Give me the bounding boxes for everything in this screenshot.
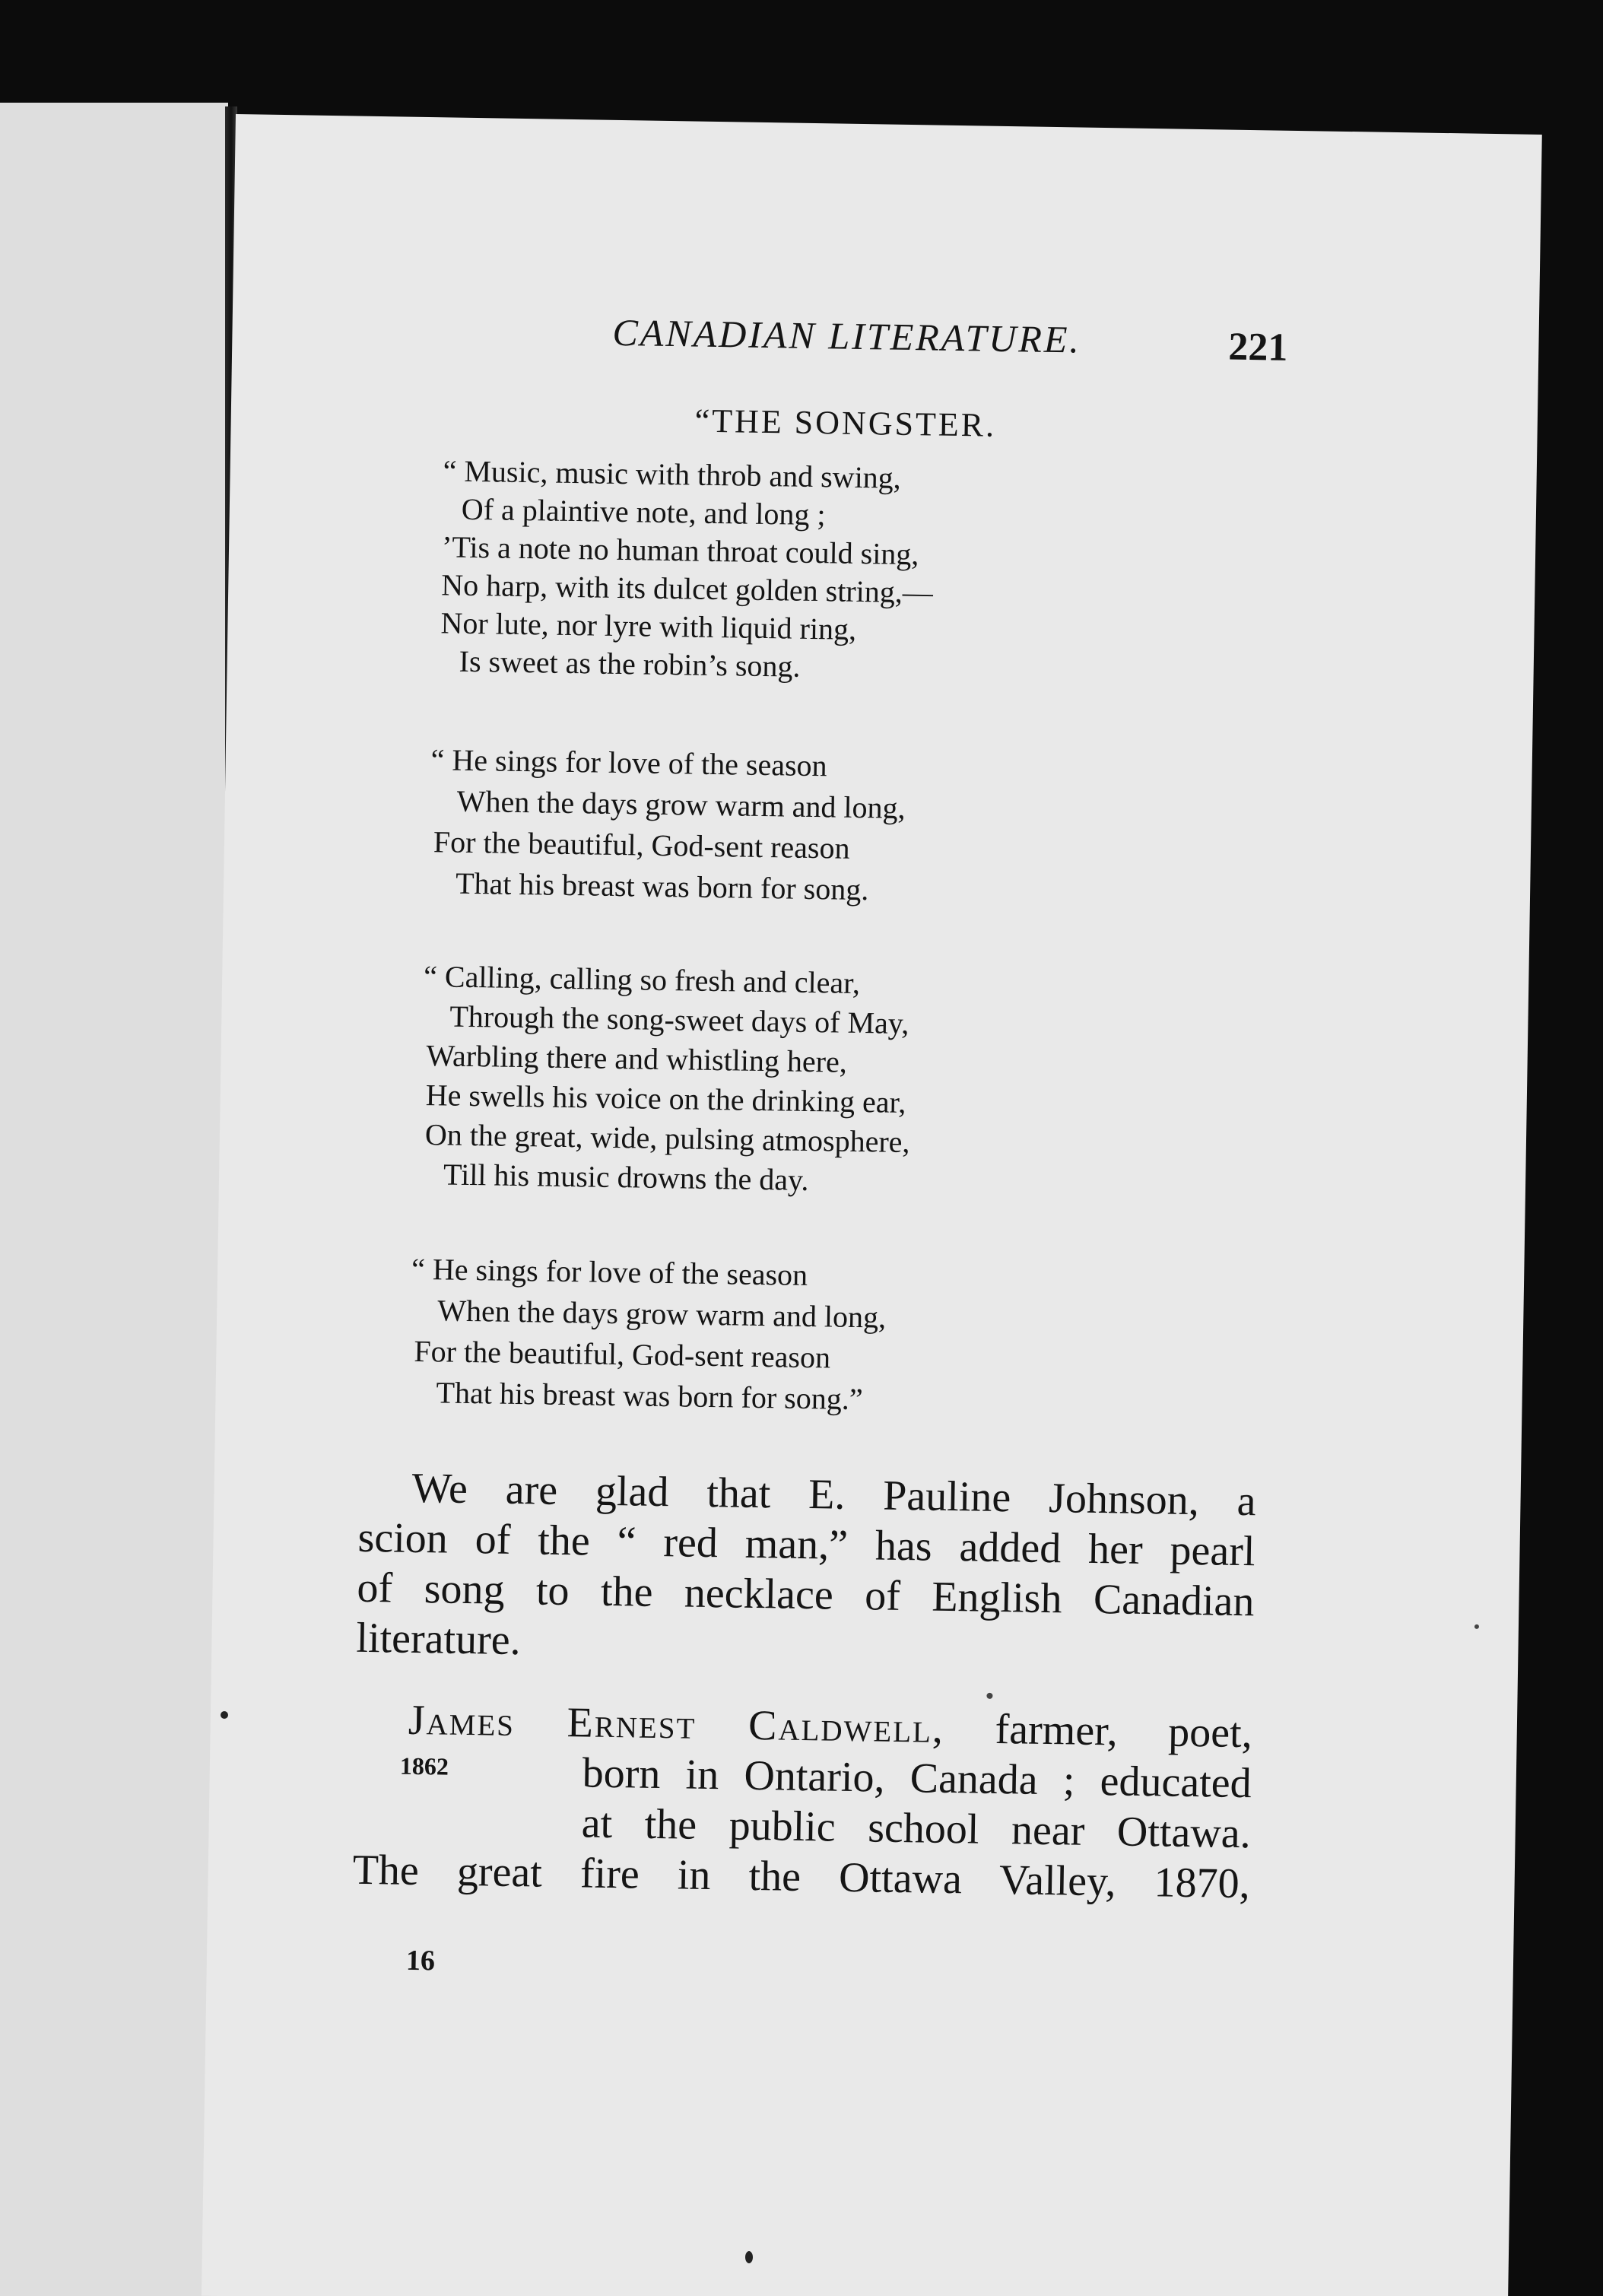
poem-line: Warbling there and whistling here, xyxy=(426,1038,848,1079)
poem-line: “ He sings for love of the season xyxy=(411,1251,808,1292)
poem-line: For the beautiful, God-sent reason xyxy=(414,1333,831,1375)
poem-line: He swells his voice on the drinking ear, xyxy=(425,1078,906,1120)
commentary-line: of song to the necklace of English Canadian xyxy=(357,1564,1255,1626)
commentary-line: literature. xyxy=(356,1614,522,1665)
biography-line: born in Ontario, Canada ; educated xyxy=(582,1749,1252,1808)
poem-stanza xyxy=(226,738,1519,907)
biography-occupation: farmer, poet, xyxy=(995,1705,1253,1758)
poem-line: Of a plaintive note, and long ; xyxy=(461,491,826,532)
page-number: 221 xyxy=(1227,325,1288,370)
ink-speck xyxy=(745,2251,753,2263)
poem-line: On the great, wide, pulsing atmosphere, xyxy=(424,1117,910,1160)
poem-line: No harp, with its dulcet golden string,— xyxy=(440,567,934,610)
poem-line: “ He sings for love of the season xyxy=(430,742,827,783)
commentary-line: We are glad that E. Pauline Johnson, a xyxy=(411,1464,1256,1526)
poem-line: When the days grow warm and long, xyxy=(436,1293,887,1335)
poem-stanza xyxy=(223,954,1516,1198)
ink-speck xyxy=(221,1711,228,1719)
poem-line: When the days grow warm and long, xyxy=(456,783,906,825)
ink-speck xyxy=(1474,1624,1479,1629)
poem-line: That his breast was born for song. xyxy=(455,865,869,907)
margin-year: 1862 xyxy=(399,1751,449,1780)
signature-mark: 16 xyxy=(405,1944,436,1977)
poem-line: “ Music, music with throb and swing, xyxy=(443,453,902,495)
poem-stanza xyxy=(218,1247,1511,1417)
poem-line: Till his music drowns the day. xyxy=(443,1157,809,1198)
poem-line: ’Tis a note no human throat could sing, xyxy=(441,529,919,572)
biography-line: at the public school near Ottawa. xyxy=(581,1799,1252,1858)
commentary-line: scion of the “ red man,” has added her pearl xyxy=(357,1513,1255,1576)
biography-name: James Ernest Caldwell, xyxy=(408,1696,945,1752)
running-title: CANADIAN LITERATURE. xyxy=(612,310,1082,361)
poem-line: “ Calling, calling so fresh and clear, xyxy=(423,959,861,1001)
commentary-paragraph xyxy=(356,1462,1256,1678)
book-page xyxy=(202,114,1542,2296)
biography-line: The great fire in the Ottawa Valley, 1870, xyxy=(352,1846,1251,1908)
poem-line: Through the song-sweet days of May, xyxy=(449,999,909,1041)
poem-line: For the beautiful, God-sent reason xyxy=(433,824,850,865)
poem-stanza xyxy=(230,449,1523,684)
facing-page-edge xyxy=(0,103,228,2296)
poem-title: “THE SONGSTER. xyxy=(694,402,997,444)
poem-line: That his breast was born for song.” xyxy=(436,1375,863,1417)
ink-speck xyxy=(986,1693,992,1699)
biography-entry xyxy=(352,1694,1252,1910)
poem-line: Nor lute, nor lyre with liquid ring, xyxy=(440,605,857,646)
poem-line: Is sweet as the robin’s song. xyxy=(459,643,801,684)
